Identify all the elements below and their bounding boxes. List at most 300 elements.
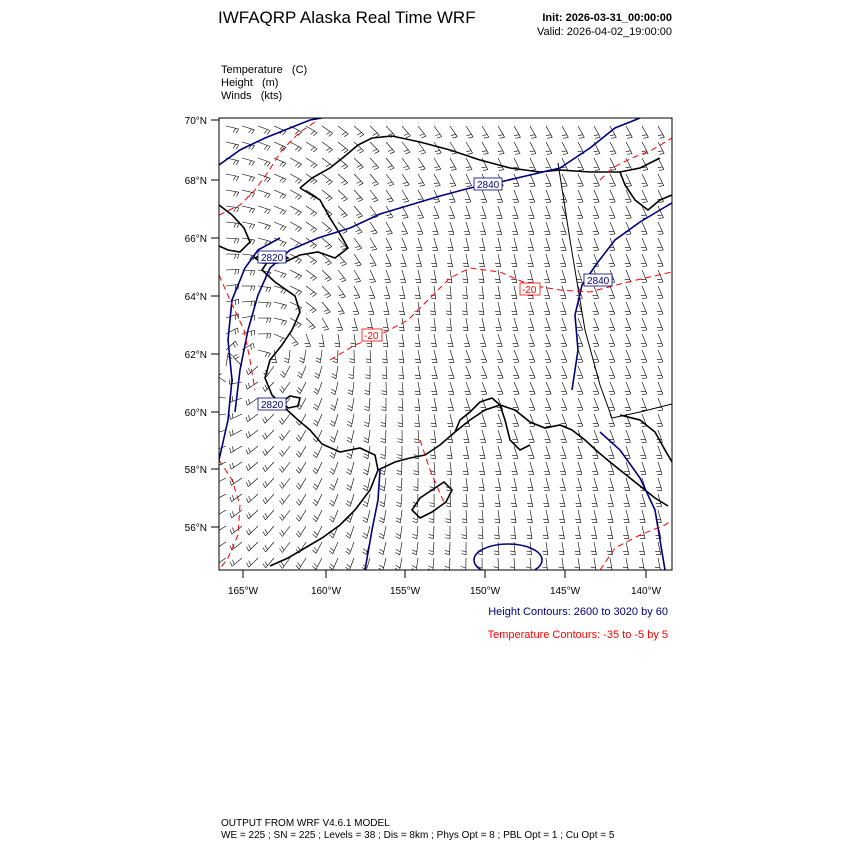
wind-barb-staff [530,462,534,475]
wind-barb-staff [658,446,662,458]
wind-barb-feather [658,167,663,168]
wind-barb-feather [298,228,302,232]
wind-barb-feather [355,262,360,263]
wind-barb-staff [370,270,376,282]
wind-barb-feather [382,359,387,360]
wind-barb-feather [512,282,517,283]
wind-barb-feather [577,167,582,168]
wind-barb-feather [232,446,233,451]
wind-barb-feather [478,554,483,555]
wind-barb-staff [466,190,471,202]
wind-barb-staff [214,430,227,434]
wind-barb-staff [317,462,323,474]
wind-barb-feather [402,215,407,216]
wind-barb-staff [317,414,322,426]
wind-barb-feather [347,533,351,536]
wind-barb-staff [226,353,228,366]
wind-barb-staff [274,222,286,227]
wind-barb-feather [626,135,631,136]
wind-barb-feather [268,226,271,230]
wind-barb-staff [578,190,583,202]
wind-barb-feather [265,561,268,565]
wind-barb-staff [214,446,226,451]
wind-barb-feather [338,311,343,312]
wind-barb-staff [530,318,534,330]
wind-barb-feather [499,153,504,154]
wind-barb-feather [249,208,252,212]
wind-barb-feather [419,166,424,167]
wind-barb-staff [546,414,551,426]
wind-barb-feather [461,554,466,556]
wind-barb-feather [498,394,503,395]
wind-barb-feather [609,183,614,184]
wind-barb-feather [283,211,286,215]
wind-barb-feather [246,450,248,455]
wind-barb-staff [289,350,290,363]
wind-barb-feather [310,292,314,295]
wind-barb-feather [326,312,331,314]
wind-barb-feather [429,506,434,508]
wind-barb-staff [402,398,403,411]
wind-barb-staff [482,222,486,235]
wind-barb-staff [306,126,317,133]
wind-barb-feather [249,464,251,469]
wind-barb-feather [311,179,315,182]
wind-barb-feather [483,170,488,171]
wind-barb-staff [562,318,567,330]
svg-text:2840: 2840 [587,276,610,287]
wind-barb-feather [405,185,410,186]
wind-barb-staff [546,398,551,410]
wind-barb-feather [314,484,318,487]
wind-barb-feather [248,383,249,388]
wind-barb-feather [561,183,566,184]
wind-barb-feather [238,269,239,274]
wind-barb-staff [299,478,306,489]
wind-barb-staff [498,286,500,299]
wind-barb-feather [435,150,440,151]
temperature-label-1 [520,283,540,296]
wind-barb-feather [396,534,401,536]
wind-barb-staff [594,238,599,250]
init-time: Init: 2026-03-31_00:00:00 [542,12,672,24]
wind-barb-staff [514,398,519,410]
wind-barb-feather [643,202,648,203]
wind-barb-staff [482,286,484,299]
wind-barb-staff [333,494,338,506]
wind-barb-staff [290,174,302,180]
wind-barb-staff [334,446,338,458]
wind-barb-feather [263,532,266,536]
wind-barb-feather [249,177,252,181]
wind-barb-feather [360,135,364,138]
wind-barb-staff [306,318,315,327]
wind-barb-staff [322,158,333,166]
wind-barb-feather [279,533,282,537]
wind-barb-feather [398,426,403,427]
wind-barb-feather [404,150,409,152]
wind-barb-staff [498,494,500,507]
wind-barb-feather [446,327,451,328]
wind-barb-staff [418,366,421,379]
wind-barb-feather [329,503,333,506]
wind-barb-staff [562,302,566,314]
wind-barb-staff [400,558,403,571]
wind-barb-feather [280,389,283,393]
wind-barb-staff [351,430,354,443]
wind-barb-staff [450,286,451,299]
wind-barb-staff [530,158,536,170]
wind-barb-feather [611,137,616,138]
wind-barb-feather [347,469,351,472]
wind-barb-feather [319,343,324,344]
lat-tick-label: 64°N [184,292,207,303]
wind-barb-feather [430,455,435,456]
wind-barb-staff [642,318,647,330]
wind-barb-feather [237,254,239,259]
wind-barb-staff [242,222,255,225]
wind-barb-feather [429,518,434,520]
wind-barb-staff [562,494,565,507]
model-info-line-1: OUTPUT FROM WRF V4.6.1 MODEL [221,818,390,829]
wind-barb-staff [530,558,531,571]
wind-barb-feather [383,346,388,347]
wind-barb-staff [274,142,286,147]
wind-barb-staff [354,126,364,135]
wind-barb-feather [591,535,596,536]
wind-barb-feather [478,519,483,520]
wind-barb-feather [265,529,268,533]
wind-barb-staff [282,462,290,473]
wind-barb-feather [397,502,402,504]
wind-barb-staff [316,510,322,522]
lat-tick-label: 66°N [184,234,207,245]
wind-barb-feather [249,368,251,373]
wind-barb-feather [330,564,334,567]
wind-barb-feather [530,135,535,136]
wind-barb-staff [258,206,270,210]
wind-barb-staff [354,190,363,200]
wind-barb-feather [495,538,500,539]
wind-barb-feather [356,197,361,199]
wind-barb-feather [658,135,663,136]
wind-barb-staff [546,238,550,250]
wind-barb-feather [396,521,401,523]
wind-barb-feather [453,137,458,138]
wind-barb-feather [214,528,215,533]
wind-barb-feather [494,567,499,568]
wind-barb-staff [322,222,332,230]
wind-barb-staff [626,238,631,250]
wind-barb-staff [498,222,502,235]
wind-barb-staff [334,462,338,474]
wind-barb-feather [267,194,270,198]
wind-barb-staff [546,542,548,555]
wind-barb-feather [625,183,630,184]
lat-tick-label: 58°N [184,465,207,476]
wind-barb-staff [594,206,599,218]
wind-barb-staff [299,462,306,473]
wind-barb-feather [543,551,548,552]
wind-barb-feather [431,442,436,443]
wind-barb-feather [389,201,394,202]
wind-barb-feather [416,362,421,363]
wind-barb-feather [529,375,534,376]
wind-barb-feather [415,375,420,376]
wind-barb-staff [418,238,422,250]
wind-barb-staff [578,158,584,170]
wind-barb-feather [253,343,254,348]
wind-barb-feather [657,215,662,216]
wind-barb-feather [417,215,422,216]
wind-barb-feather [252,193,255,197]
wind-barb-feather [269,303,271,308]
lat-tick-label: 70°N [184,116,207,127]
wind-barb-feather [264,130,267,134]
wind-barb-staff [594,158,600,170]
wind-barb-staff [610,558,612,571]
wind-barb-feather [230,529,232,534]
wind-barb-feather [367,343,372,344]
wind-barb-feather [364,409,369,411]
wind-barb-staff [562,254,566,266]
wind-barb-staff [450,270,452,283]
wind-barb-staff [322,238,332,247]
wind-barb-staff [594,510,597,523]
wind-barb-feather [431,423,436,424]
wind-barb-feather [356,214,361,216]
wind-barb-feather [347,456,351,459]
wind-barb-feather [372,165,377,167]
wind-barb-feather [216,494,217,499]
wind-barb-feather [346,504,350,507]
wind-barb-staff [530,254,533,267]
wind-barb-staff [369,382,370,395]
lon-tick-label: 165°W [227,586,259,597]
wind-barb-feather [214,544,215,549]
wind-barb-staff [338,190,348,199]
wind-barb-staff [594,398,599,410]
height-label-1 [474,178,502,191]
wind-barb-feather [296,501,299,505]
wind-barb-feather [379,536,383,538]
wind-barb-feather [413,486,418,488]
wind-barb-feather [341,297,346,298]
wind-barb-staff [306,190,317,197]
wind-barb-feather [246,401,247,406]
wind-barb-staff [530,238,534,251]
wind-barb-staff [316,558,322,570]
wind-barb-feather [464,458,469,459]
wind-barb-staff [370,302,374,314]
wind-barb-staff [370,286,375,298]
wind-barb-feather [314,376,318,379]
wind-barb-feather [431,426,436,427]
wind-barb-feather [529,391,534,392]
wind-barb-staff [400,526,402,539]
wind-barb-feather [498,378,503,379]
wind-barb-feather [341,280,346,282]
wind-barb-feather [246,385,247,390]
wind-barb-feather [639,551,644,552]
wind-barb-staff [482,158,488,170]
wind-barb-feather [595,170,600,171]
wind-barb-staff [317,446,322,458]
wind-barb-feather [328,182,332,185]
wind-barb-feather [559,554,564,555]
wind-barb-feather [415,359,420,360]
wind-barb-staff [514,478,517,491]
wind-barb-feather [415,407,420,408]
wind-barb-staff [546,558,548,571]
wind-barb-staff [300,430,307,441]
wind-barb-feather [398,407,403,408]
wind-barb-staff [642,462,646,474]
wind-barb-feather [512,506,517,507]
wind-barb-staff [401,478,402,491]
wind-barb-feather [447,298,452,299]
wind-barb-feather [214,512,215,517]
wind-barb-feather [295,211,299,215]
wind-barb-feather [447,455,452,456]
wind-barb-staff [466,222,470,234]
wind-barb-staff [530,430,534,442]
wind-barb-feather [298,387,302,391]
wind-barb-feather [295,147,299,151]
wind-barb-staff [466,206,470,218]
wind-barb-staff [322,286,331,295]
wind-barb-feather [429,503,434,505]
wind-barb-staff [402,350,404,363]
wind-barb-feather [623,551,628,552]
wind-barb-staff [402,334,404,347]
wind-barb-feather [468,137,473,138]
wind-barb-feather [232,511,234,516]
wind-barb-feather [364,469,368,471]
wind-barb-feather [512,298,517,299]
wind-barb-staff [384,494,386,507]
wind-barb-staff [626,206,631,218]
wind-barb-staff [215,375,226,382]
wind-barb-feather [381,407,386,409]
wind-barb-feather [298,372,302,375]
wind-barb-staff [434,254,437,267]
wind-barb-feather [333,361,338,363]
wind-barb-feather [415,327,420,328]
wind-barb-feather [249,480,251,485]
wind-barb-feather [326,196,330,199]
wind-barb-feather [313,245,317,248]
wind-barb-feather [298,292,302,296]
wind-barb-feather [313,486,317,489]
field-label-temperature: Temperature (C) [221,64,308,76]
wind-barb-staff [306,254,317,261]
wind-barb-feather [331,500,335,503]
wind-barb-staff [626,350,631,362]
wind-barb-staff [466,478,468,491]
wind-barb-feather [527,538,532,539]
wind-barb-feather [626,151,631,152]
wind-barb-feather [314,563,318,567]
wind-barb-staff [466,334,470,346]
wind-barb-staff [498,158,504,170]
wind-barb-feather [529,167,534,168]
wind-barb-staff [258,142,270,147]
wind-barb-staff [319,366,323,379]
wind-barb-feather [314,547,318,551]
wind-barb-staff [658,318,663,330]
wind-barb-feather [510,567,515,568]
wind-barb-feather [329,150,333,153]
wind-barb-feather [354,279,359,280]
wind-barb-feather [402,199,407,200]
wind-barb-feather [415,346,420,347]
wind-barb-feather [363,549,367,552]
wind-barb-feather [279,549,282,553]
wind-barb-staff [514,302,517,315]
wind-barb-feather [447,458,452,459]
wind-barb-feather [403,166,408,168]
wind-barb-feather [363,504,367,507]
wind-barb-feather [216,478,217,483]
wind-barb-feather [249,161,252,165]
wind-barb-feather [526,551,531,552]
wind-barb-staff [434,350,437,363]
wind-barb-staff [385,446,386,459]
wind-barb-staff [626,478,630,490]
wind-barb-staff [594,558,596,571]
wind-barb-feather [446,503,451,504]
wind-barb-feather [528,522,533,523]
wind-barb-feather [657,231,662,232]
wind-barb-feather [249,545,251,550]
wind-barb-feather [462,519,467,520]
lat-tick-label: 62°N [184,350,207,361]
wind-barb-staff [498,334,502,346]
wind-barb-feather [495,298,500,299]
wind-barb-feather [281,482,284,486]
wind-barb-staff [626,174,632,186]
wind-barb-feather [415,394,420,395]
wind-barb-feather [363,472,367,474]
wind-barb-staff [658,478,662,490]
field-label-winds: Winds (kts) [221,90,283,102]
wind-barb-feather [298,260,302,264]
wind-barb-feather [364,422,369,424]
wind-barb-feather [447,474,452,475]
wind-barb-feather [655,551,660,552]
wind-barb-feather [610,218,615,219]
wind-barb-feather [511,519,516,520]
wind-barb-feather [386,266,391,267]
wind-barb-staff [433,558,434,571]
wind-barb-feather [496,314,501,315]
wind-barb-feather [281,530,284,534]
wind-barb-feather [382,378,387,379]
wind-barb-feather [247,531,249,536]
wind-barb-staff [562,366,567,378]
wind-barb-feather [340,262,345,264]
wind-barb-staff [368,430,370,443]
wind-barb-feather [251,301,252,306]
wind-barb-staff [562,334,567,346]
wind-barb-feather [235,300,236,305]
wind-barb-staff [418,382,420,395]
wind-barb-staff [498,238,501,251]
wind-barb-staff [402,414,403,427]
wind-barb-staff [418,334,420,347]
wind-barb-staff [530,270,533,283]
